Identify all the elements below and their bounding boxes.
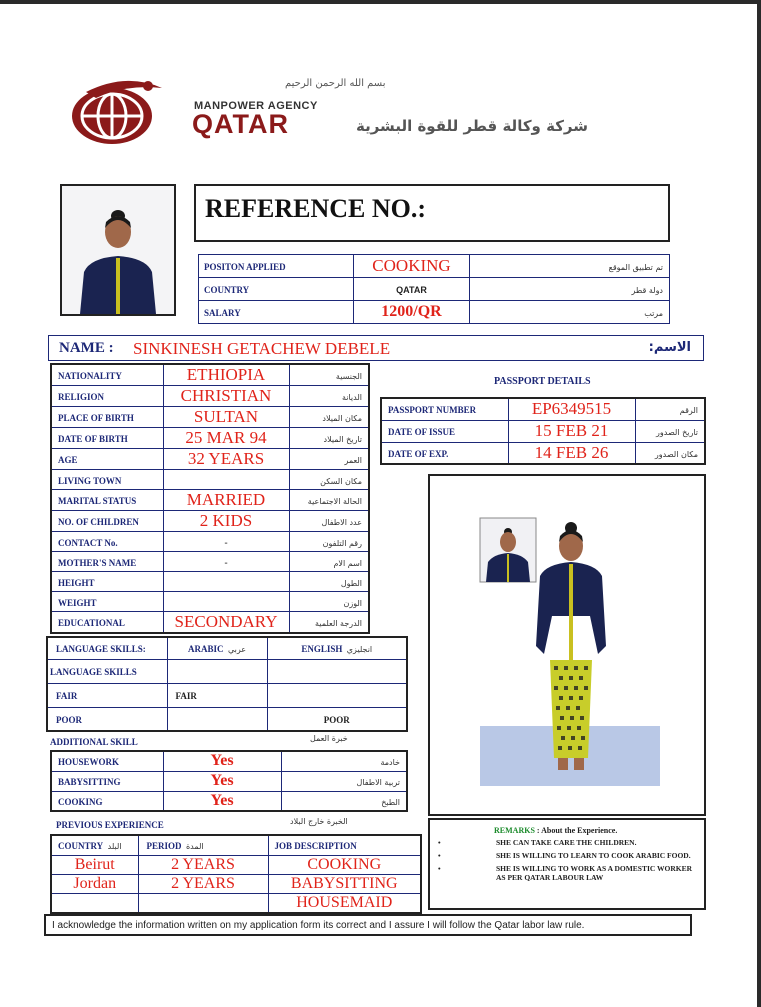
name-value: SINKINESH GETACHEW DEBELE xyxy=(133,339,391,358)
personal-detail-label: NATIONALITY xyxy=(58,371,122,381)
passport-expiry-value: 14 FEB 26 xyxy=(534,442,609,462)
skill-label-arabic: خادمة xyxy=(380,758,400,768)
country-row xyxy=(199,278,670,301)
position-row xyxy=(199,255,670,278)
passport-issue-label: DATE OF ISSUE xyxy=(388,427,456,437)
country-label-arabic: دولة قطر xyxy=(631,286,663,295)
previous-experience-title-arabic: الخبرة خارج البلاد xyxy=(290,817,348,826)
personal-detail-row xyxy=(51,428,369,449)
applicant-portrait-photo xyxy=(60,184,176,316)
skill-label: HOUSEWORK xyxy=(58,757,120,768)
experience-header-row xyxy=(51,835,421,855)
experience-country: Jordan xyxy=(73,874,117,892)
experience-job: HOUSEMAID xyxy=(296,893,393,911)
personal-detail-label: CONTACT No. xyxy=(58,537,118,548)
name-label-arabic: الاسم: xyxy=(648,340,691,355)
skill-label-arabic: تربية الاطفال xyxy=(356,778,400,787)
experience-row xyxy=(51,893,421,913)
personal-detail-row xyxy=(51,592,369,612)
position-table xyxy=(198,254,670,324)
personal-detail-label-arabic: الجنسية xyxy=(335,372,362,381)
experience-job: BABYSITTING xyxy=(290,874,398,892)
reference-label: REFERENCE NO.: xyxy=(205,194,427,223)
personal-detail-label: WEIGHT xyxy=(58,597,97,608)
language-row-arabic: FAIR xyxy=(175,691,197,701)
language-row xyxy=(47,659,407,683)
experience-period: 2 YEARS xyxy=(171,874,235,892)
remarks-title: REMARKS xyxy=(494,826,535,835)
passport-number-row xyxy=(381,398,705,420)
personal-detail-row xyxy=(51,612,369,634)
agency-name: QATAR xyxy=(192,109,289,139)
personal-detail-label-arabic: عدد الاطفال xyxy=(321,518,362,527)
country-column-header-ar: البلد xyxy=(107,842,122,852)
passport-expiry-label: DATE OF EXP. xyxy=(388,448,449,459)
country-value: QATAR xyxy=(396,285,427,295)
name-row xyxy=(48,335,704,361)
language-skills-table xyxy=(46,636,408,732)
passport-issue-arabic: تاريخ الصدور xyxy=(656,428,698,437)
skill-row xyxy=(51,791,407,811)
period-column-header-ar: المدة xyxy=(185,842,204,852)
acknowledgement-footer: I acknowledge the information written on my application form its correct and I assure I will follow the Qatar labor law rule. xyxy=(44,914,692,936)
passport-number-value: EP6349515 xyxy=(531,399,612,419)
position-label-arabic: تم تطبيق الموقع xyxy=(608,263,663,272)
personal-detail-label: PLACE OF BIRTH xyxy=(58,413,134,423)
personal-detail-row xyxy=(51,470,369,490)
passport-issue-row xyxy=(381,420,705,442)
experience-period: 2 YEARS xyxy=(171,855,235,873)
personal-detail-value: 2 KIDS xyxy=(199,511,253,530)
skill-value: Yes xyxy=(210,772,234,789)
language-row-label: LANGUAGE SKILLS xyxy=(50,667,137,677)
personal-detail-label-arabic: العمر xyxy=(344,456,362,465)
position-label: POSITON APPLIED xyxy=(204,262,286,272)
personal-detail-label: LIVING TOWN xyxy=(58,475,122,486)
salary-value: 1200/QR xyxy=(381,303,442,320)
personal-detail-label-arabic: الوزن xyxy=(343,598,362,608)
personal-detail-label-arabic: الحالة الاجتماعية xyxy=(307,497,362,506)
experience-row xyxy=(51,855,421,874)
personal-detail-row xyxy=(51,552,369,572)
personal-detail-label: EDUCATIONAL xyxy=(58,618,125,628)
personal-detail-value: ETHIOPIA xyxy=(186,365,266,384)
personal-detail-label-arabic: الطول xyxy=(340,578,362,588)
personal-detail-row xyxy=(51,490,369,511)
language-row xyxy=(47,707,407,731)
passport-expiry-arabic: مكان الصدور xyxy=(654,449,698,459)
personal-detail-value: - xyxy=(224,537,228,549)
personal-detail-label-arabic: رقم التلفون xyxy=(322,538,362,548)
personal-detail-label-arabic: مكان الميلاد xyxy=(322,414,362,423)
personal-detail-value: MARRIED xyxy=(186,490,266,509)
skill-label: BABYSITTING xyxy=(58,777,121,787)
personal-detail-value: SULTAN xyxy=(193,407,259,426)
personal-details-table xyxy=(50,363,370,634)
skill-row xyxy=(51,751,407,771)
personal-detail-label-arabic: مكان السكن xyxy=(320,476,362,486)
period-column-header: PERIOD xyxy=(146,841,182,852)
passport-issue-value: 15 FEB 21 xyxy=(534,421,609,440)
additional-skill-title: ADDITIONAL SKILL xyxy=(50,737,138,747)
name-label: NAME : xyxy=(59,340,114,356)
job-column-header: JOB DESCRIPTION xyxy=(274,841,357,852)
experience-country: Beirut xyxy=(74,855,115,873)
personal-detail-value: CHRISTIAN xyxy=(180,386,272,405)
personal-detail-row xyxy=(51,364,369,386)
country-column-header: COUNTRY xyxy=(58,841,104,852)
personal-detail-label: NO. OF CHILDREN xyxy=(58,517,139,527)
personal-detail-value: 25 MAR 94 xyxy=(185,428,267,447)
personal-detail-row xyxy=(51,572,369,592)
applicant-full-body-photo xyxy=(428,474,706,816)
salary-row xyxy=(199,301,670,324)
personal-detail-label: MOTHER'S NAME xyxy=(58,557,137,568)
country-label: COUNTRY xyxy=(204,285,250,295)
experience-table xyxy=(50,834,422,914)
passport-expiry-row xyxy=(381,442,705,464)
agency-name-arabic: شركة وكالة قطر للقوة البشرية xyxy=(356,117,588,135)
language-row-english: POOR xyxy=(323,714,350,725)
application-form-page xyxy=(0,4,757,1007)
previous-experience-title: PREVIOUS EXPERIENCE xyxy=(56,820,164,830)
language-header-row xyxy=(47,637,407,659)
agency-subtitle: MANPOWER AGENCY xyxy=(194,100,318,112)
english-column-label: ENGLISH xyxy=(301,644,343,655)
personal-detail-label: MARITAL STATUS xyxy=(58,496,137,506)
additional-skills-table xyxy=(50,750,408,812)
experience-job: COOKING xyxy=(307,855,382,873)
personal-detail-row xyxy=(51,532,369,552)
arabic-column-label: ARABIC xyxy=(187,644,224,655)
agency-globe-logo xyxy=(66,78,166,148)
english-column-label-ar: انجليزي xyxy=(346,645,373,655)
remark-item: • SHE IS WILLING TO LEARN TO COOK ARABIC FOOD. xyxy=(438,851,691,860)
personal-detail-value: - xyxy=(224,557,228,569)
personal-detail-label: HEIGHT xyxy=(58,577,95,588)
personal-detail-label: AGE xyxy=(58,455,78,465)
passport-title: PASSPORT DETAILS xyxy=(494,376,591,387)
personal-detail-label-arabic: الدرجة العلمية xyxy=(315,619,362,628)
passport-table xyxy=(380,397,706,465)
experience-row xyxy=(51,874,421,893)
position-value: COOKING xyxy=(372,256,451,275)
language-row-label: POOR xyxy=(56,714,82,725)
additional-skill-title-arabic: خبرة العمل xyxy=(310,734,348,743)
personal-detail-label-arabic: تاريخ الميلاد xyxy=(323,435,362,444)
personal-detail-row xyxy=(51,511,369,532)
skill-row xyxy=(51,771,407,791)
remark-item: • SHE IS WILLING TO WORK AS A DOMESTIC WORKER AS PER QATAR LABOUR LAW xyxy=(438,864,693,882)
salary-label: SALARY xyxy=(204,308,241,318)
personal-detail-row xyxy=(51,407,369,428)
basmala-text: بسم الله الرحمن الرحيم xyxy=(285,78,386,89)
language-row xyxy=(47,683,407,707)
arabic-column-label-ar: عربي xyxy=(227,645,247,655)
skill-label: COOKING xyxy=(58,796,103,807)
personal-detail-row xyxy=(51,449,369,470)
skill-label-arabic: الطبخ xyxy=(381,797,400,807)
remarks-box xyxy=(428,818,706,910)
personal-detail-label: DATE OF BIRTH xyxy=(58,434,128,444)
language-row-label: FAIR xyxy=(56,691,78,701)
passport-number-arabic: الرقم xyxy=(679,406,698,416)
personal-detail-value: 32 YEARS xyxy=(187,449,265,468)
skill-value: Yes xyxy=(210,791,234,809)
personal-detail-row xyxy=(51,386,369,407)
salary-label-arabic: مرتب xyxy=(644,309,663,318)
remark-item: • SHE CAN TAKE CARE THE CHILDREN. xyxy=(438,838,637,847)
passport-number-label: PASSPORT NUMBER xyxy=(388,405,477,416)
skill-value: Yes xyxy=(210,752,234,770)
personal-detail-value: SECONDARY xyxy=(174,612,278,631)
language-skills-header: LANGUAGE SKILLS: xyxy=(56,644,146,655)
personal-detail-label-arabic: اسم الام xyxy=(333,558,362,568)
personal-detail-label-arabic: الديانة xyxy=(341,393,362,402)
personal-detail-label: RELIGION xyxy=(58,392,105,402)
remarks-subtitle: : About the Experience. xyxy=(536,826,618,835)
